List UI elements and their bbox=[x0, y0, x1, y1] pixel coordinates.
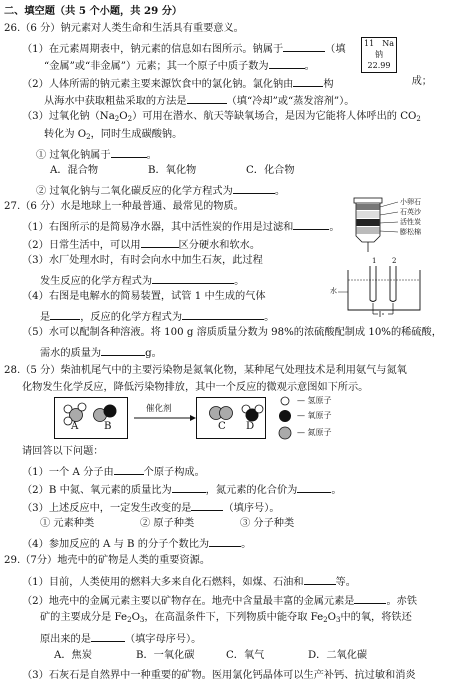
legend-nitrogen: — 氮原子 bbox=[297, 428, 332, 437]
label-c: C bbox=[218, 421, 226, 432]
answer-blank[interactable] bbox=[283, 42, 325, 52]
answer-blank[interactable] bbox=[114, 465, 144, 475]
q29-title: 29.（7分）地壳中的矿物是人类的重要资源。 bbox=[4, 555, 211, 566]
q26-line-3: （2）人体所需的钠元素主要来源饮食中的氯化钠。氯化钠由 构 成； bbox=[22, 76, 432, 90]
q26-line-4: 从海水中获取粗盐采取的方法是 （填“冷却”或“蒸发溶剂”）。 bbox=[44, 96, 355, 107]
answer-blank[interactable] bbox=[293, 220, 329, 230]
answer-blank[interactable] bbox=[111, 148, 147, 158]
q26-line-5: （3）过氧化钠$(Na_2O_2)$可用在潜水、航天等缺氧场合，是因为它能将人体呼出的 $CO_2$ bbox=[22, 111, 421, 123]
q27-line-4: 发生反应的化学方程式为 。 bbox=[40, 276, 245, 287]
answer-blank[interactable] bbox=[172, 483, 206, 493]
q26-line-6: 转化为 $O_2$，同时生成碳酸钠。 bbox=[44, 129, 183, 141]
filter-label-3: 活性炭 bbox=[400, 218, 421, 226]
answer-blank[interactable] bbox=[101, 346, 145, 356]
element-tile-na bbox=[361, 37, 397, 73]
filter-label-1: 小卵石 bbox=[400, 198, 421, 206]
q29-line-5: （3）石灰石是自然界中一种重要的矿物。医用氯化钙晶体可以生产补钙、抗过敏和消炎 bbox=[22, 670, 416, 681]
answer-blank[interactable] bbox=[293, 77, 323, 87]
q29-line-1: （1）目前，人类使用的燃料大多来自化石燃料，如煤、石油和 等。 bbox=[22, 577, 356, 588]
answer-blank[interactable] bbox=[354, 594, 386, 604]
option-a[interactable]: A．焦炭 bbox=[54, 650, 92, 661]
option-c[interactable]: C．化合物 bbox=[246, 165, 295, 176]
q27-line-7: （5）水可以配制各种溶液。将 100 g 溶质质量分数为 98%的浓硫酸配制成 10%的稀硫酸， bbox=[22, 327, 442, 338]
q26-line-7: ① 过氧化钠属于 。 bbox=[36, 150, 157, 161]
option-b[interactable]: B．氧化物 bbox=[148, 165, 197, 176]
answer-blank[interactable] bbox=[91, 632, 125, 642]
answer-blank[interactable] bbox=[141, 238, 179, 248]
option-c[interactable]: C．氧气 bbox=[226, 650, 265, 661]
q28-options bbox=[40, 519, 294, 529]
q26-title: 26.（6 分）钠元素对人类生命和生活具有重要意义。 bbox=[4, 23, 244, 34]
tube-2-label: 2 bbox=[392, 257, 397, 265]
option-1[interactable]: ① 元素种类 bbox=[40, 518, 95, 529]
element-name: 钠 bbox=[375, 50, 383, 59]
q28-line-4: （3）上述反应中，一定发生改变的是 （填序号）。 bbox=[22, 503, 280, 514]
q27-line-1: （1）右图所示的是简易净水器，其中活性炭的作用是过滤和 。 bbox=[22, 222, 340, 233]
answer-blank[interactable] bbox=[209, 537, 241, 547]
q26-line-2: “金属”或“非金属”）元素；其一个原子中质子数为 。 bbox=[44, 61, 315, 72]
section-title: 二、填空题（共 5 个小题，共 29 分） bbox=[4, 5, 183, 17]
element-symbol: Na bbox=[382, 39, 394, 48]
water-label: 水 bbox=[330, 287, 337, 295]
option-d[interactable]: D．二氧化碳 bbox=[308, 650, 368, 661]
legend-hydrogen: — 氢原子 bbox=[297, 396, 332, 405]
tube-1-label: 1 bbox=[372, 257, 377, 265]
answer-blank[interactable] bbox=[187, 94, 227, 104]
label-b: B bbox=[104, 421, 112, 432]
answer-blank[interactable] bbox=[182, 310, 264, 320]
q28-line-2: （1）一个 A 分子由 个原子构成。 bbox=[22, 467, 205, 478]
legend-oxygen: — 氧原子 bbox=[297, 411, 332, 420]
q27-line-8: 需水的质量为 g。 bbox=[40, 348, 162, 359]
q27-line-5: （4）右图是电解水的简易装置，试管 1 中生成的气体 bbox=[22, 291, 266, 302]
electrolysis-diagram bbox=[330, 256, 440, 320]
answer-blank[interactable] bbox=[152, 274, 234, 284]
label-d: D bbox=[246, 421, 255, 432]
q26-line-1: （1）在元素周期表中，钠元素的信息如右图所示。钠属于 （填 bbox=[22, 44, 346, 55]
q29-options bbox=[54, 651, 367, 661]
atomic-mass: 22.99 bbox=[367, 61, 391, 70]
atomic-number: 11 bbox=[364, 39, 375, 48]
q27-title: 27.（6 分）水是地球上一种最普通、最常见的物质。 bbox=[4, 201, 244, 212]
answer-blank[interactable] bbox=[191, 501, 223, 511]
answer-blank[interactable] bbox=[304, 575, 336, 585]
answer-blank[interactable] bbox=[50, 310, 80, 320]
option-a[interactable]: A．混合物 bbox=[50, 165, 99, 176]
atom-legend-icons bbox=[276, 394, 294, 444]
q29-line-3: 矿的主要成分是 $Fe_2O_3$，在高温条件下，下列物质中能夺取 $Fe_2O_3$中的氧，将铁还 bbox=[40, 612, 412, 624]
q26-line-8: ② 过氧化钠与二氧化碳反应的化学方程式为 。 bbox=[36, 186, 285, 197]
filter-label-2: 石英沙 bbox=[400, 208, 421, 216]
q27-line-6: 是 ，反应的化学方程式为 。 bbox=[40, 312, 275, 323]
catalyst-label: 催化剂 bbox=[146, 404, 172, 414]
filter-label-4: 膨松棉 bbox=[400, 228, 421, 236]
q26-options bbox=[50, 166, 295, 176]
option-b[interactable]: B．一氧化碳 bbox=[136, 650, 195, 661]
q29-line-2: （2）地壳中的金属元素主要以矿物存在。地壳中含量最丰富的金属元素是 。赤铁 bbox=[22, 596, 418, 607]
answer-blank[interactable] bbox=[297, 483, 331, 493]
option-2[interactable]: ② 原子种类 bbox=[140, 518, 195, 529]
q27-line-3: （3）水厂处理水时，有时会向水中加生石灰，此过程 bbox=[22, 255, 263, 266]
option-3[interactable]: ③ 分子种类 bbox=[240, 518, 295, 529]
q28-line-1: 化物发生化学反应，降低污染物排放，其中一个反应的微观示意图如下所示。 bbox=[22, 382, 369, 393]
q29-line-4: 原出来的是 （填字母序号）。 bbox=[40, 634, 202, 645]
q28-line-3: （2）B 中氮、氧元素的质量比为 ，氮元素的化合价为 。 bbox=[22, 485, 342, 496]
q28-title: 28.（5 分）柴油机尾气中的主要污染物是氮氧化物，某种尾气处理技术是利用氨气与氮氧 bbox=[4, 365, 407, 376]
label-a: A bbox=[71, 421, 79, 432]
q27-line-2: （2）日常生活中，可以用 区分硬水和软水。 bbox=[22, 240, 261, 251]
q28-prompt: 请回答以下问题： bbox=[22, 446, 104, 457]
answer-blank[interactable] bbox=[269, 59, 305, 69]
answer-blank[interactable] bbox=[233, 184, 275, 194]
q28-line-5: （4）参加反应的 A 与 B 的分子个数比为 。 bbox=[22, 539, 252, 550]
